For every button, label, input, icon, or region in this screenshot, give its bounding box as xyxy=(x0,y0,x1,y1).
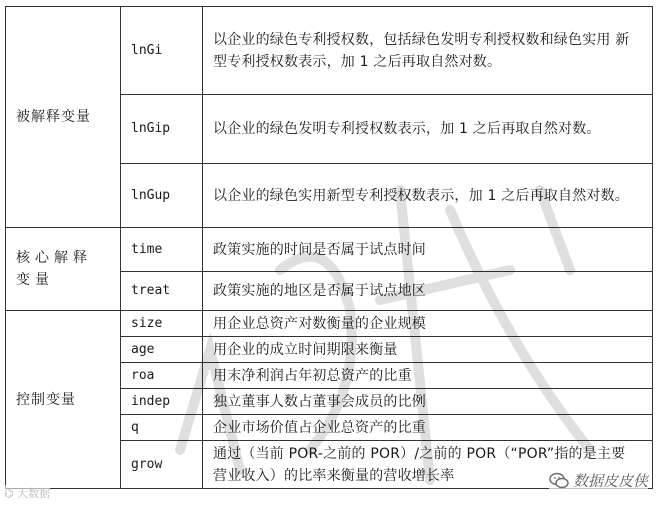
category-dependent-variable: 被解释变量 xyxy=(6,7,121,228)
variable-name: age xyxy=(121,337,203,363)
variable-name: roa xyxy=(121,363,203,389)
variable-description: 企业市场价值占企业总资产的比重 xyxy=(203,415,653,441)
category-core-explanatory-variable: 核心解释变量 xyxy=(6,228,121,311)
variable-description: 用企业的成立时间期限来衡量 xyxy=(203,337,653,363)
variable-description: 用末净利润占年初总资产的比重 xyxy=(203,363,653,389)
variable-name: grow xyxy=(121,441,203,489)
table-row xyxy=(6,7,653,95)
variable-description: 独立董事人数占董事会成员的比例 xyxy=(203,389,653,415)
wechat-icon: ⌬ xyxy=(4,487,14,500)
variable-name: size xyxy=(121,311,203,337)
watermark-left-text: 大数据 xyxy=(17,487,51,500)
variable-description: 政策实施的时间是否属于试点时间 xyxy=(203,228,653,272)
variable-description: 用企业总资产对数衡量的企业规模 xyxy=(203,311,653,337)
variable-description: 以企业的绿色发明专利授权数表示，加 1 之后再取自然对数。 xyxy=(203,95,653,164)
watermark-right-text: 数据皮皮侠 xyxy=(572,472,648,490)
variable-name: lnGi xyxy=(121,7,203,95)
watermark-logo-right xyxy=(549,470,648,491)
variable-name: q xyxy=(121,415,203,441)
variable-name: lnGip xyxy=(121,95,203,164)
variable-name: lnGup xyxy=(121,164,203,228)
table-row xyxy=(6,228,653,272)
table-row xyxy=(6,311,653,337)
watermark-logo-left xyxy=(4,485,50,501)
variable-name: time xyxy=(121,228,203,272)
variable-description: 以企业的绿色实用新型专利授权数表示，加 1 之后再取自然对数。 xyxy=(203,164,653,228)
variable-description: 通过（当前 POR-之前的 POR）/之前的 POR（“POR”指的是主要 营业收入）的比率来衡量的营收增长率 xyxy=(203,441,653,489)
variable-definition-table xyxy=(5,6,653,489)
variable-description: 以企业的绿色专利授权数，包括绿色发明专利授权数和绿色实用 新型专利授权数表示，加 1 之后再取自然对数。 xyxy=(203,7,653,95)
variable-description: 政策实施的地区是否属于试点地区 xyxy=(203,272,653,311)
variable-name: indep xyxy=(121,389,203,415)
category-control-variable: 控制变量 xyxy=(6,311,121,489)
variable-name: treat xyxy=(121,272,203,311)
wechat-icon xyxy=(549,472,569,490)
